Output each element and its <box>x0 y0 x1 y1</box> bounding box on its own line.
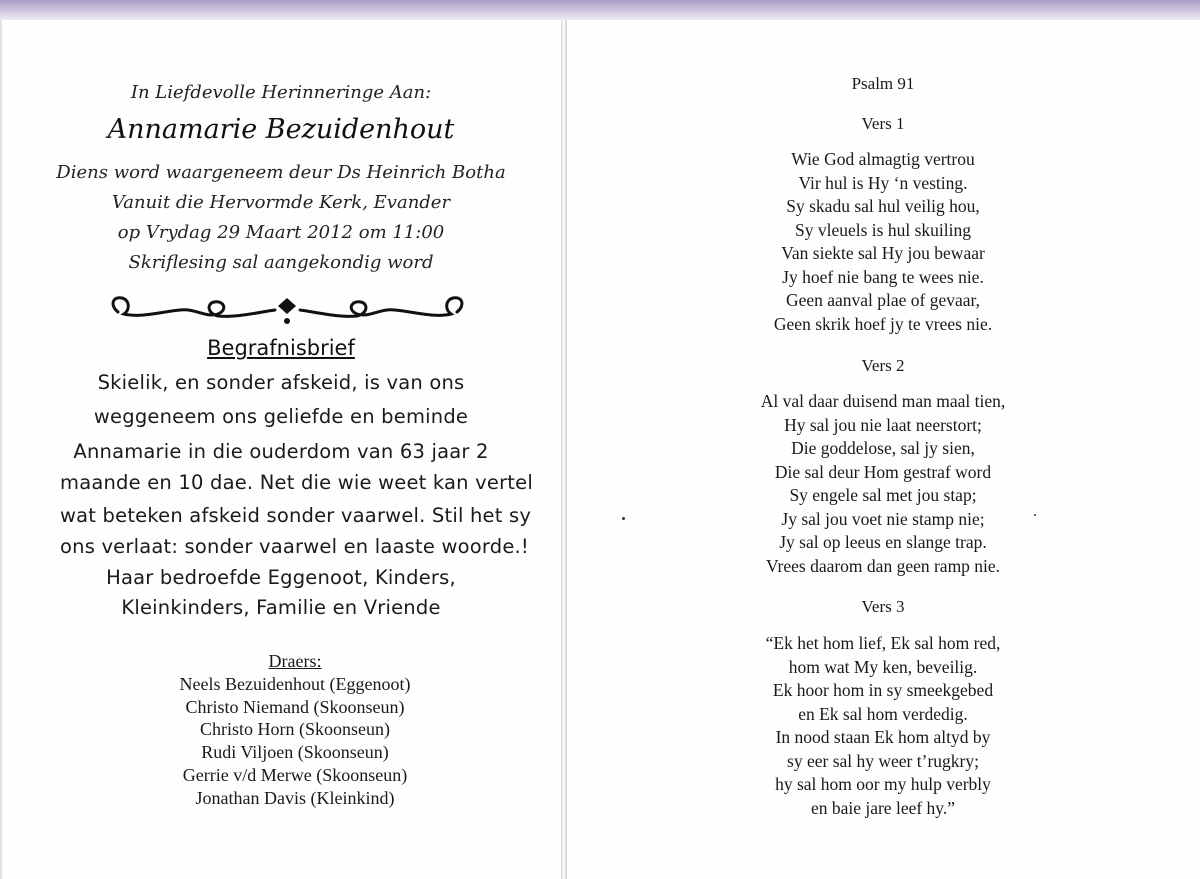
scan-top-edge <box>0 0 1200 22</box>
letter-line: Skielik, en sonder afskeid, is van ons <box>97 371 465 394</box>
verse-line: Vrees daarom dan geen ramp nie. <box>765 555 1001 576</box>
letter-line: Kleinkinders, Familie en Vriende <box>121 596 441 619</box>
deceased-name: Annamarie Bezuidenhout <box>107 114 455 145</box>
verse-line: In nood staan Ek hom altyd by <box>775 727 991 747</box>
letter-line: Annamarie in die ouderdom van 63 jaar 2 <box>73 440 489 463</box>
verse-2-stanza <box>566 390 1200 578</box>
verse-line: Geen aanval plae of gevaar, <box>785 290 981 310</box>
letter-line: weggeneem ons geliefde en beminde <box>93 405 469 428</box>
verse-line: Sy skadu sal hul veilig hou, <box>786 196 980 216</box>
service-line: Diens word waargeneem deur Ds Heinrich Botha <box>56 162 506 183</box>
letter-line: Haar bedroefde Eggenoot, Kinders, <box>106 566 456 589</box>
verse-line: Die sal deur Hom gestraf word <box>774 461 992 482</box>
bearer-item: Neels Bezuidenhout (Eggenoot) <box>179 673 411 694</box>
verse-line: Hy sal jou nie laat neerstort; <box>784 414 982 435</box>
verse-line: Jy sal op leeus en slange trap. <box>779 532 987 552</box>
verse-line: Vir hul is Hy ‘n vesting. <box>798 172 968 193</box>
bearer-item: Gerrie v/d Merwe (Skoonseun) <box>182 764 408 785</box>
verse-1-stanza <box>566 148 1200 336</box>
ornamental-divider <box>100 288 475 332</box>
service-line: Vanuit die Hervormde Kerk, Evander <box>111 192 451 213</box>
verse-line: Jy hoef nie bang te wees nie. <box>782 266 984 287</box>
scan-speck <box>1034 514 1036 516</box>
verse-line: Die goddelose, sal jy sien, <box>791 438 975 458</box>
bearer-item: Rudi Viljoen (Skoonseun) <box>201 742 389 763</box>
bearer-item: Christo Niemand (Skoonseun) <box>185 696 405 717</box>
verse-3-stanza <box>566 632 1200 820</box>
verse-line: Al val daar duisend man maal tien, <box>760 391 1006 411</box>
bearers-list <box>0 650 590 810</box>
bearer-item: Jonathan Davis (Kleinkind) <box>195 787 395 808</box>
verse-label: Vers 1 <box>861 114 905 133</box>
verse-line: hom wat My ken, beveilig. <box>788 656 978 677</box>
letter-line: ons verlaat: sonder vaarwel en laaste woorde.! <box>60 535 529 558</box>
verse-line: Ek hoor hom in sy smeekgebed <box>772 680 994 700</box>
verse-line: hy sal hom oor my hulp verbly <box>775 774 991 794</box>
verse-line: Sy vleuels is hul skuiling <box>795 219 971 240</box>
verse-label: Vers 2 <box>861 356 905 375</box>
bearer-item: Christo Horn (Skoonseun) <box>200 719 390 740</box>
verse-line: en Ek sal hom verdedig. <box>798 703 968 724</box>
scan-speck <box>622 517 625 520</box>
letter-line: maande en 10 dae. Net die wie weet kan vertel <box>60 471 533 494</box>
service-line: Skriflesing sal aangekondig word <box>128 252 434 273</box>
service-line: op Vrydag 29 Maart 2012 om 11:00 <box>117 222 445 243</box>
verse-line: Sy engele sal met jou stap; <box>789 485 977 505</box>
verse-line: en baie jare leef hy.” <box>810 797 956 818</box>
verse-line: Geen skrik hoef jy te vrees nie. <box>773 313 993 334</box>
verse-line: Van siekte sal Hy jou bewaar <box>781 243 985 263</box>
verse-label: Vers 3 <box>861 597 905 616</box>
verse-line: Jy sal jou voet nie stamp nie; <box>781 508 985 529</box>
letter-line: wat beteken afskeid sonder vaarwel. Stil het sy <box>60 504 532 527</box>
letter-title: Begrafnisbrief <box>207 336 355 360</box>
bearers-label: Draers: <box>268 651 322 671</box>
memorial-heading: In Liefdevolle Herinneringe Aan: <box>130 82 432 103</box>
verse-line: sy eer sal hy weer t’rugkry; <box>787 750 979 771</box>
psalm-title: Psalm 91 <box>851 74 915 93</box>
verse-line: “Ek het hom lief, Ek sal hom red, <box>765 633 1001 653</box>
verse-line: Wie God almagtig vertrou <box>791 149 975 169</box>
